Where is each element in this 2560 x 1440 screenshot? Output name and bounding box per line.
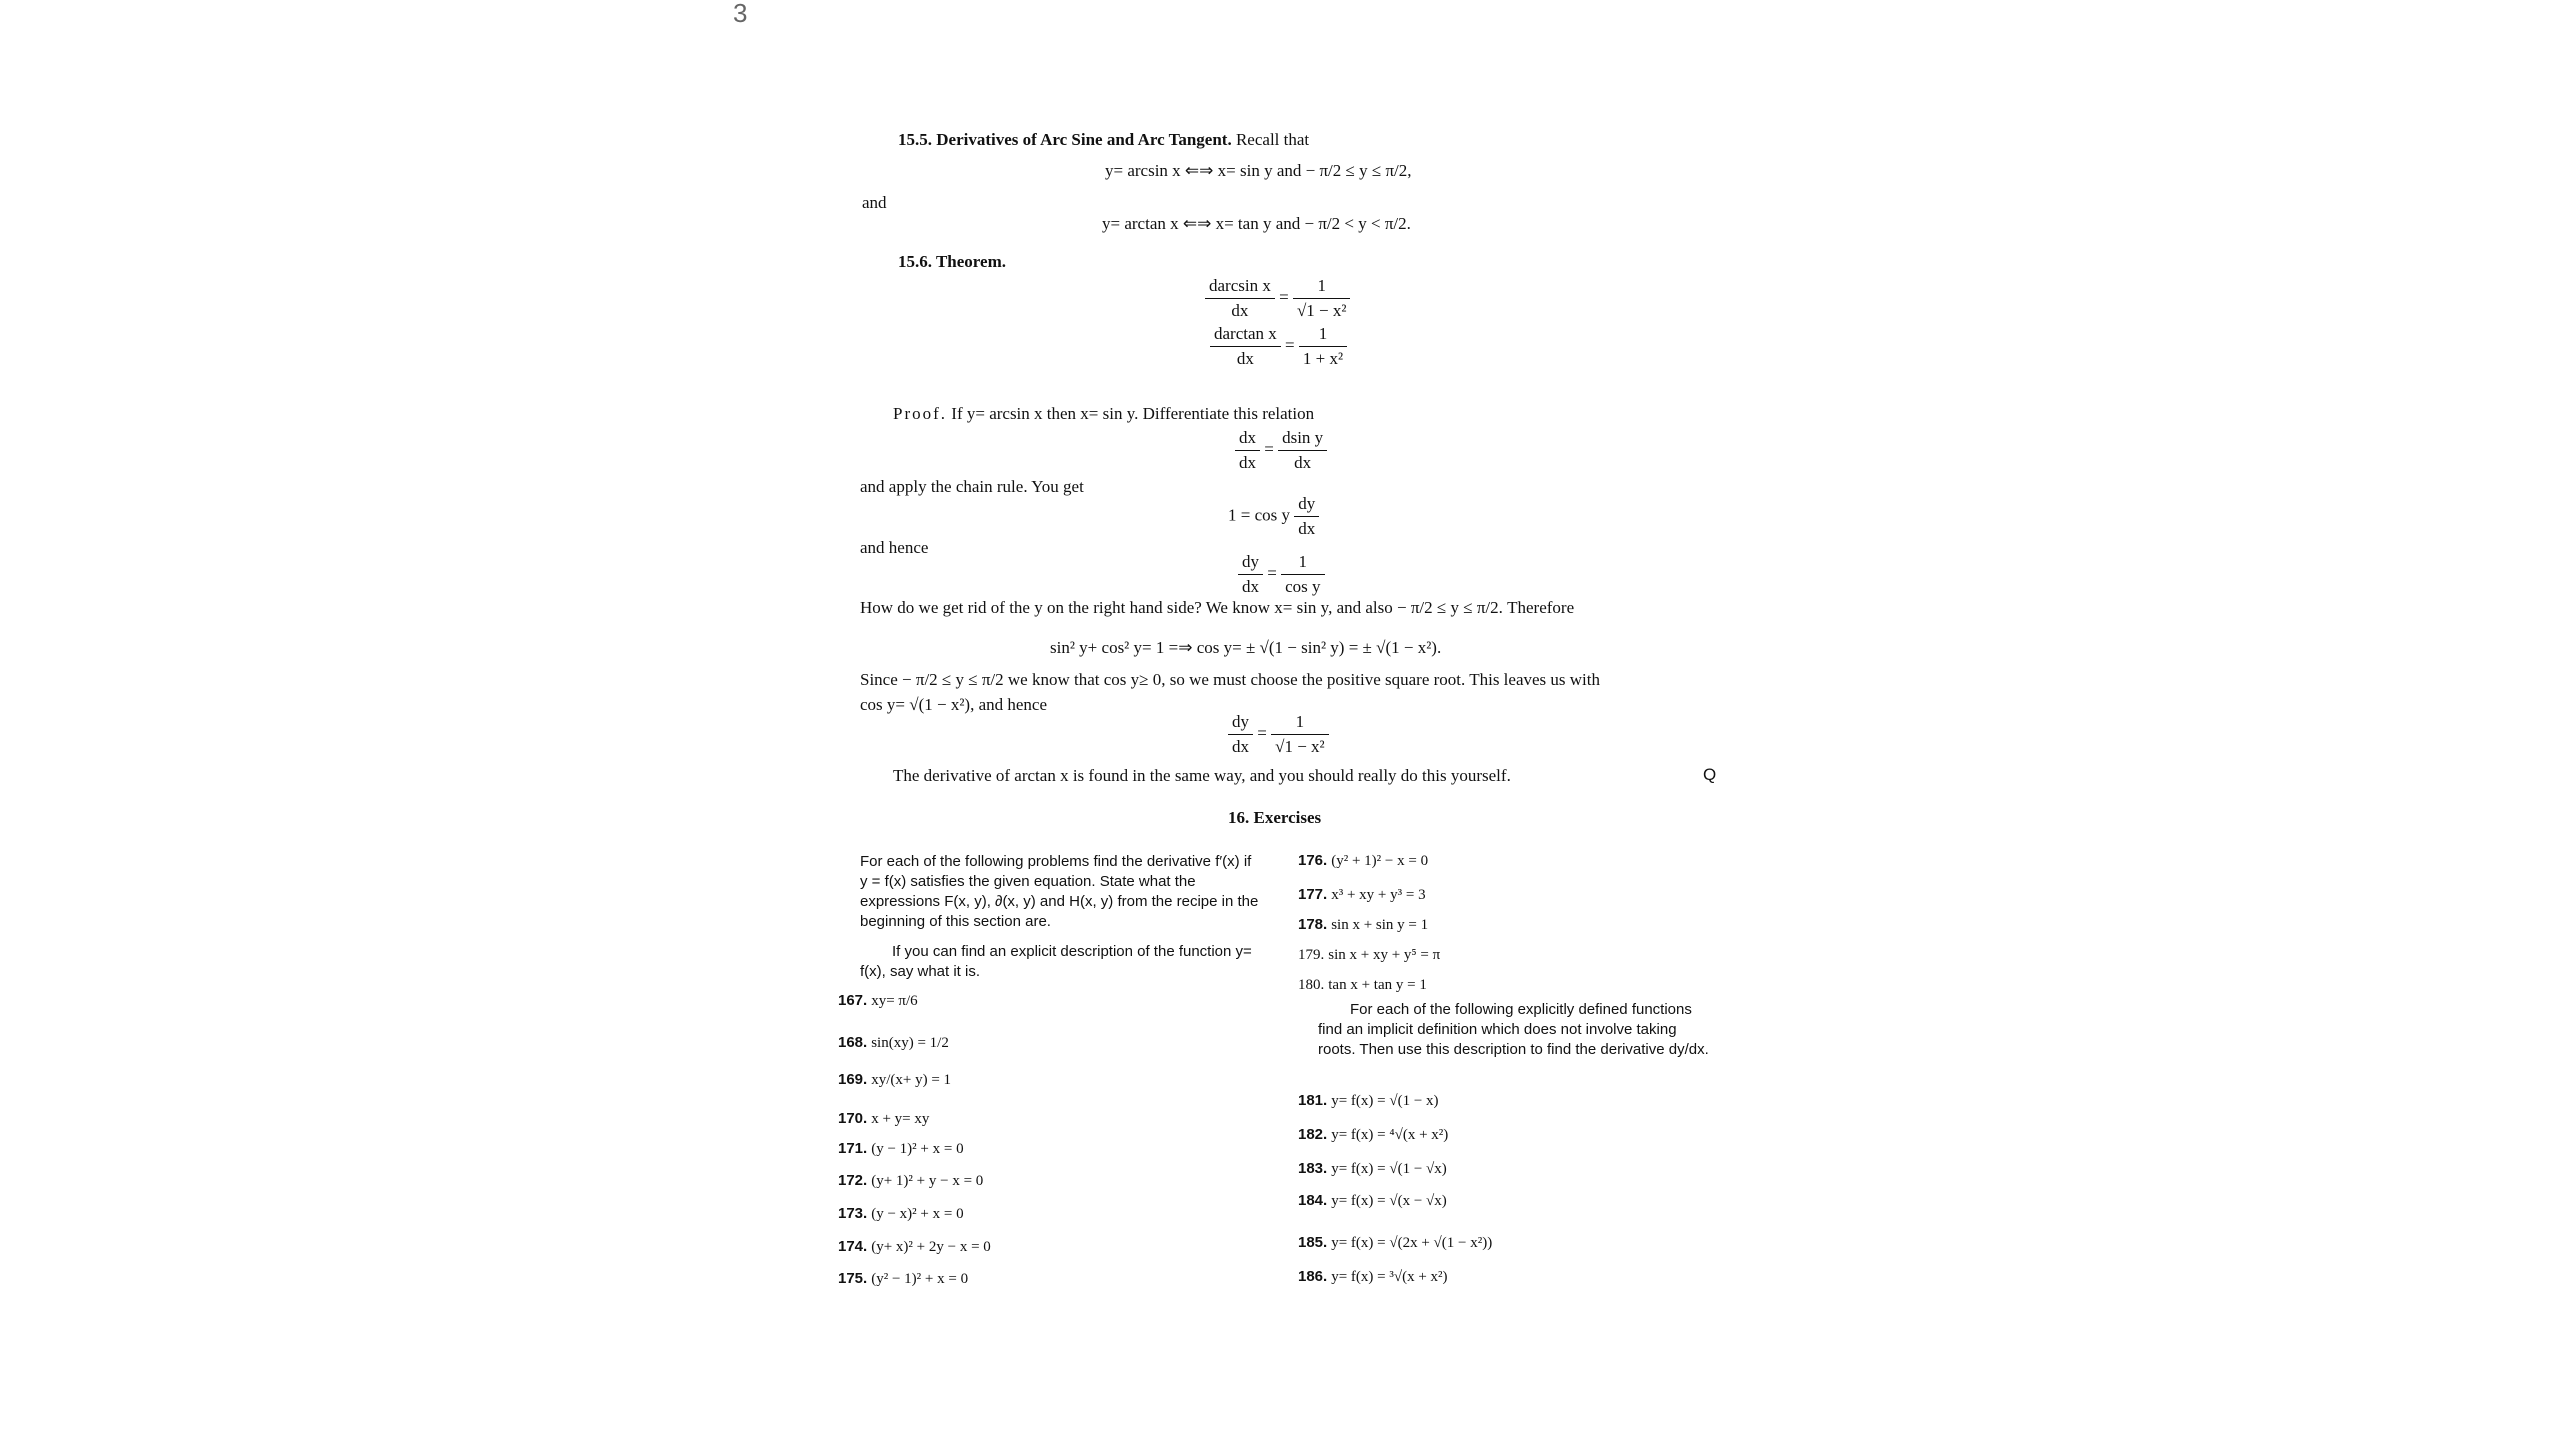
frac-den: √1 − x² xyxy=(1271,734,1329,757)
frac-den: dx xyxy=(1238,574,1263,597)
exercise-text: xy= π/6 xyxy=(871,993,918,1009)
frac-den: cos y xyxy=(1281,574,1324,597)
exercise-number: 177. xyxy=(1298,886,1328,903)
exercise-number: 173. xyxy=(838,1205,868,1222)
exercise-number: 183. xyxy=(1298,1160,1328,1177)
theorem-formula-arcsin xyxy=(1205,276,1350,321)
proof-line-7: The derivative of arctan x is found in the same way, and you should really do this yourself. xyxy=(893,766,1511,785)
proof-line-2: and apply the chain rule. You get xyxy=(860,477,1084,496)
proof-line-5: Since − π/2 ≤ y ≤ π/2 we know that cos y≥ 0, so we must choose the positive square root. This leaves us with xyxy=(860,670,1600,689)
frac-den: dx xyxy=(1205,298,1275,321)
exercise-text: y= f(x) = √(2x + √(1 − x²)) xyxy=(1331,1235,1493,1251)
radicand: 1 − x² xyxy=(1306,301,1347,320)
proof-line-4: How do we get rid of the y on the right hand side? We know x= sin y, and also − π/2 ≤ y ≤ π/2. Therefore xyxy=(860,598,1575,617)
exercise-number: 172. xyxy=(838,1172,868,1189)
frac-num: dsin y xyxy=(1282,428,1324,447)
equals-sign: = xyxy=(1279,287,1289,307)
frac-num: darcsin x xyxy=(1209,276,1271,295)
exercise-item xyxy=(838,1034,949,1052)
exercise-number: 174. xyxy=(838,1238,868,1255)
exercise-text: (y+ x)² + 2y − x = 0 xyxy=(871,1239,991,1255)
proof-equation-a: $\frac{dx}{dx}$ = $\frac{\text{dsin y}}{dx}$ xyxy=(1235,428,1327,473)
qed-symbol: Q xyxy=(1703,765,1717,784)
exercise-item xyxy=(1298,1126,1448,1144)
proof-line-1 xyxy=(893,404,1314,424)
frac-den: dx xyxy=(1278,450,1327,473)
exercise-number: 169. xyxy=(838,1071,868,1088)
proof-label: Proof. xyxy=(893,404,948,423)
explicit-functions-intro: For each of the following explicitly defined functions find an implicit definition which does not involve taking roots. Then use this description to find the derivative dy/dx. xyxy=(1318,1001,1709,1058)
exercise-item xyxy=(1298,976,1427,994)
exercise-text: tan x + tan y = 1 xyxy=(1328,977,1427,993)
exercise-number: 170. xyxy=(838,1110,868,1127)
frac-num: dx xyxy=(1239,428,1256,447)
exercise-item xyxy=(1298,946,1440,964)
section-15-5 xyxy=(898,130,1309,150)
exercise-text: x + y= xy xyxy=(871,1111,930,1127)
proof-equation-d: sin² y+ cos² y= 1 =⇒ cos y= ± √(1 − sin² y) = ± √(1 − x²). xyxy=(1050,638,1442,657)
and-word: and xyxy=(862,193,887,212)
proof-equation-c: $\frac{dy}{dx}$ = $\frac{1}{\text{cos y}}$ xyxy=(1238,552,1325,597)
exercise-item xyxy=(1298,916,1428,934)
frac-num: darctan x xyxy=(1214,324,1277,343)
frac-den: dx xyxy=(1228,734,1253,757)
frac-den: dx xyxy=(1294,516,1319,539)
exercise-text: (y − 1)² + x = 0 xyxy=(871,1141,964,1157)
proof-equation-b xyxy=(1228,494,1319,539)
exercise-number: 171. xyxy=(838,1140,868,1157)
exercise-item xyxy=(838,1110,929,1128)
exercise-item xyxy=(1298,1092,1439,1110)
exercise-text: y= f(x) = ³√(x + x²) xyxy=(1331,1269,1448,1285)
frac-den: 1 + x² xyxy=(1299,346,1347,369)
exercise-text: sin(xy) = 1/2 xyxy=(871,1035,949,1051)
theorem-formula-arctan xyxy=(1210,324,1347,369)
proof-equation-e: $\frac{dy}{dx}$ = $\frac{1}{\text{√1 − x²}}$ xyxy=(1228,712,1329,757)
proof-text-1: If y= arcsin x then x= sin y. Differentiate this relation xyxy=(951,404,1315,423)
frac-num: dy xyxy=(1242,552,1259,571)
frac-num: dy xyxy=(1298,494,1316,513)
exercise-text: y= f(x) = ⁴√(x + x²) xyxy=(1331,1127,1449,1143)
exercise-text: y= f(x) = √(1 − x) xyxy=(1331,1093,1439,1109)
exercises-heading: 16. Exercises xyxy=(1228,808,1322,827)
exercise-item xyxy=(838,992,918,1010)
section-15-5-heading: 15.5. Derivatives of Arc Sine and Arc Tangent. xyxy=(898,130,1232,149)
exercise-number: 186. xyxy=(1298,1268,1328,1285)
section-15-5-intro: Recall that xyxy=(1235,130,1310,149)
exercise-number: 175. xyxy=(838,1270,868,1287)
page-number: 3 xyxy=(733,0,748,28)
exercise-text: (y² + 1)² − x = 0 xyxy=(1331,853,1429,869)
exercise-item xyxy=(1298,886,1426,904)
proof-line-3: and hence xyxy=(860,538,929,557)
exercise-text: x³ + xy + y³ = 3 xyxy=(1331,887,1426,903)
exercise-number: 168. xyxy=(838,1034,868,1051)
radicand: 1 − x² xyxy=(1284,737,1325,756)
exercise-item xyxy=(1298,852,1428,870)
exercise-text: (y+ 1)² + y − x = 0 xyxy=(871,1173,984,1189)
exercise-text: xy/(x+ y) = 1 xyxy=(871,1072,952,1088)
exercise-number: 179. xyxy=(1298,947,1325,963)
frac-num: dy xyxy=(1232,712,1249,731)
frac-num: 1 xyxy=(1317,276,1326,295)
exercise-number: 180. xyxy=(1298,977,1325,993)
frac-den: dx xyxy=(1210,346,1281,369)
exercise-text: (y² − 1)² + x = 0 xyxy=(871,1271,969,1287)
exercises-intro-1: For each of the following problems find the derivative f′(x) if y = f(x) satisfies the given equation. State what the expressions F(x, y), ∂(x, y) and H(x, y) from the recipe in the beginning of this section are. xyxy=(860,853,1259,930)
equation-arcsin-def: y= arcsin x ⇐⇒ x= sin y and − π/2 ≤ y ≤ π/2, xyxy=(1105,161,1412,180)
exercise-item xyxy=(838,1205,964,1223)
exercise-text: (y − x)² + x = 0 xyxy=(871,1206,964,1222)
exercise-number: 184. xyxy=(1298,1192,1328,1209)
exercise-item xyxy=(1298,1268,1448,1286)
frac-num: 1 xyxy=(1318,324,1328,343)
exercise-item xyxy=(838,1071,951,1089)
exercises-intro-2: If you can find an explicit description of the function y= f(x), say what it is. xyxy=(860,943,1252,980)
theorem-heading: 15.6. Theorem. xyxy=(898,252,1006,271)
exercise-number: 185. xyxy=(1298,1234,1328,1251)
exercise-number: 181. xyxy=(1298,1092,1328,1109)
exercise-text: y= f(x) = √(1 − √x) xyxy=(1331,1161,1447,1177)
frac-den: √1 − x² xyxy=(1293,298,1351,321)
exercise-item xyxy=(1298,1160,1447,1178)
proof-line-6: cos y= √(1 − x²), and hence xyxy=(860,695,1048,714)
exercise-item xyxy=(1298,1192,1447,1210)
equation-arctan-def: y= arctan x ⇐⇒ x= tan y and − π/2 < y < π/2. xyxy=(1102,214,1411,233)
exercise-item xyxy=(838,1172,983,1190)
exercise-item xyxy=(838,1270,968,1288)
frac-num: 1 xyxy=(1298,552,1308,571)
frac-num: 1 xyxy=(1295,712,1305,731)
equals-sign: = xyxy=(1285,335,1295,355)
exercise-number: 182. xyxy=(1298,1126,1328,1143)
exercise-item xyxy=(838,1140,964,1158)
exercise-text: y= f(x) = √(x − √x) xyxy=(1331,1193,1447,1209)
exercise-item xyxy=(1298,1234,1492,1252)
exercise-number: 176. xyxy=(1298,852,1328,869)
frac-den: dx xyxy=(1235,450,1260,473)
eq-lhs: 1 = cos y xyxy=(1228,505,1290,525)
exercise-text: sin x + xy + y⁵ = π xyxy=(1328,947,1441,963)
exercise-text: sin x + sin y = 1 xyxy=(1331,917,1429,933)
exercise-item xyxy=(838,1238,991,1256)
exercise-number: 178. xyxy=(1298,916,1328,933)
exercise-number: 167. xyxy=(838,992,868,1009)
